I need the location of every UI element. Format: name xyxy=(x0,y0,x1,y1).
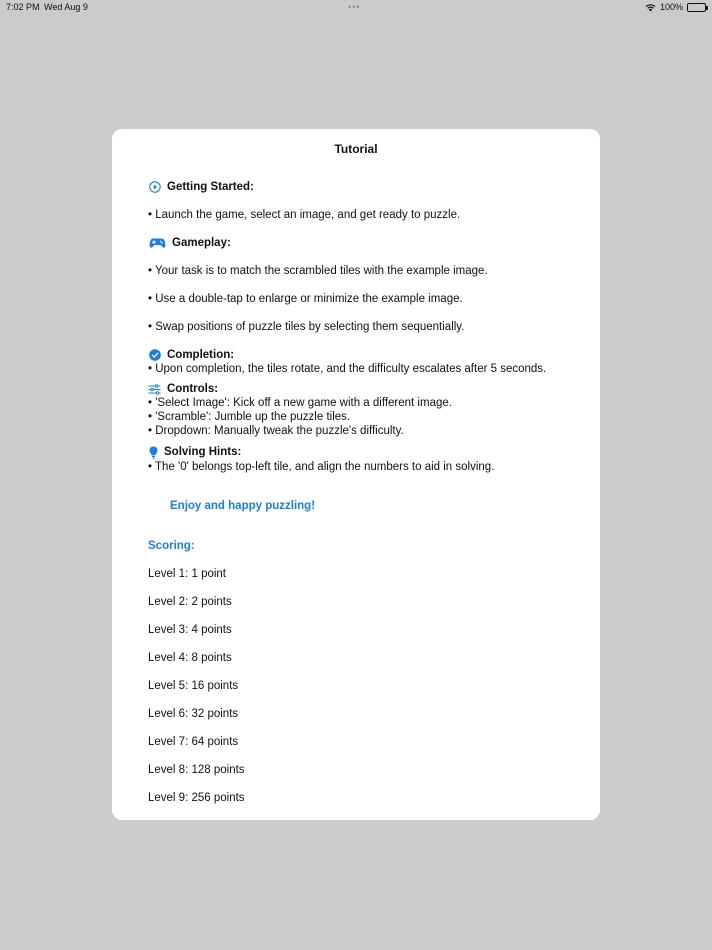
controls-item-2: • 'Scramble': Jumble up the puzzle tiles. xyxy=(148,411,351,423)
scoring-level-8: Level 8: 128 points xyxy=(148,764,245,776)
gameplay-heading xyxy=(148,236,231,250)
scoring-level-1: Level 1: 1 point xyxy=(148,568,227,580)
status-right xyxy=(645,2,706,12)
gamecontroller-icon xyxy=(148,237,166,250)
enjoy-message: Enjoy and happy puzzling! xyxy=(170,500,316,512)
completion-label: Completion: xyxy=(167,349,235,361)
tutorial-title: Tutorial xyxy=(334,142,378,156)
getting-started-item-1: • Launch the game, select an image, and get ready to puzzle. xyxy=(148,209,461,221)
status-bar xyxy=(0,0,712,16)
battery-percent: 100% xyxy=(659,2,683,12)
scoring-level-9: Level 9: 256 points xyxy=(148,792,245,804)
battery-icon xyxy=(687,3,706,12)
scoring-level-5: Level 5: 16 points xyxy=(148,680,239,692)
gameplay-item-2: • Use a double-tap to enlarge or minimize the example image. xyxy=(148,293,463,305)
hints-label: Solving Hints: xyxy=(164,446,242,458)
controls-heading xyxy=(148,382,218,396)
tutorial-card xyxy=(112,129,600,820)
controls-label: Controls: xyxy=(167,383,219,395)
gameplay-label: Gameplay: xyxy=(172,237,231,249)
multitasking-dots-icon[interactable]: ••• xyxy=(348,2,361,12)
completion-heading xyxy=(148,348,234,362)
getting-started-label: Getting Started: xyxy=(167,181,254,193)
controls-item-3: • Dropdown: Manually tweak the puzzle's difficulty. xyxy=(148,425,404,437)
scoring-level-4: Level 4: 8 points xyxy=(148,652,232,664)
hints-item-1: • The '0' belongs top-left tile, and align the numbers to aid in solving. xyxy=(148,461,495,473)
sliders-icon xyxy=(148,383,161,396)
gameplay-item-1: • Your task is to match the scrambled tiles with the example image. xyxy=(148,265,488,277)
lightbulb-icon xyxy=(148,446,158,459)
scoring-level-7: Level 7: 64 points xyxy=(148,736,239,748)
wifi-icon xyxy=(645,3,656,12)
status-date: Wed Aug 9 xyxy=(44,2,88,12)
getting-started-heading xyxy=(148,180,254,194)
scoring-heading: Scoring: xyxy=(148,540,195,552)
scoring-level-6: Level 6: 32 points xyxy=(148,708,239,720)
checkmark-circle-icon xyxy=(148,349,161,362)
scoring-level-2: Level 2: 2 points xyxy=(148,596,232,608)
completion-item-1: • Upon completion, the tiles rotate, and the difficulty escalates after 5 seconds. xyxy=(148,363,547,375)
status-time: 7:02 PM xyxy=(6,2,40,12)
play-circle-icon xyxy=(148,181,161,194)
gameplay-item-3: • Swap positions of puzzle tiles by selecting them sequentially. xyxy=(148,321,465,333)
hints-heading xyxy=(148,445,241,459)
controls-item-1: • 'Select Image': Kick off a new game with a different image. xyxy=(148,397,452,409)
scoring-level-3: Level 3: 4 points xyxy=(148,624,232,636)
